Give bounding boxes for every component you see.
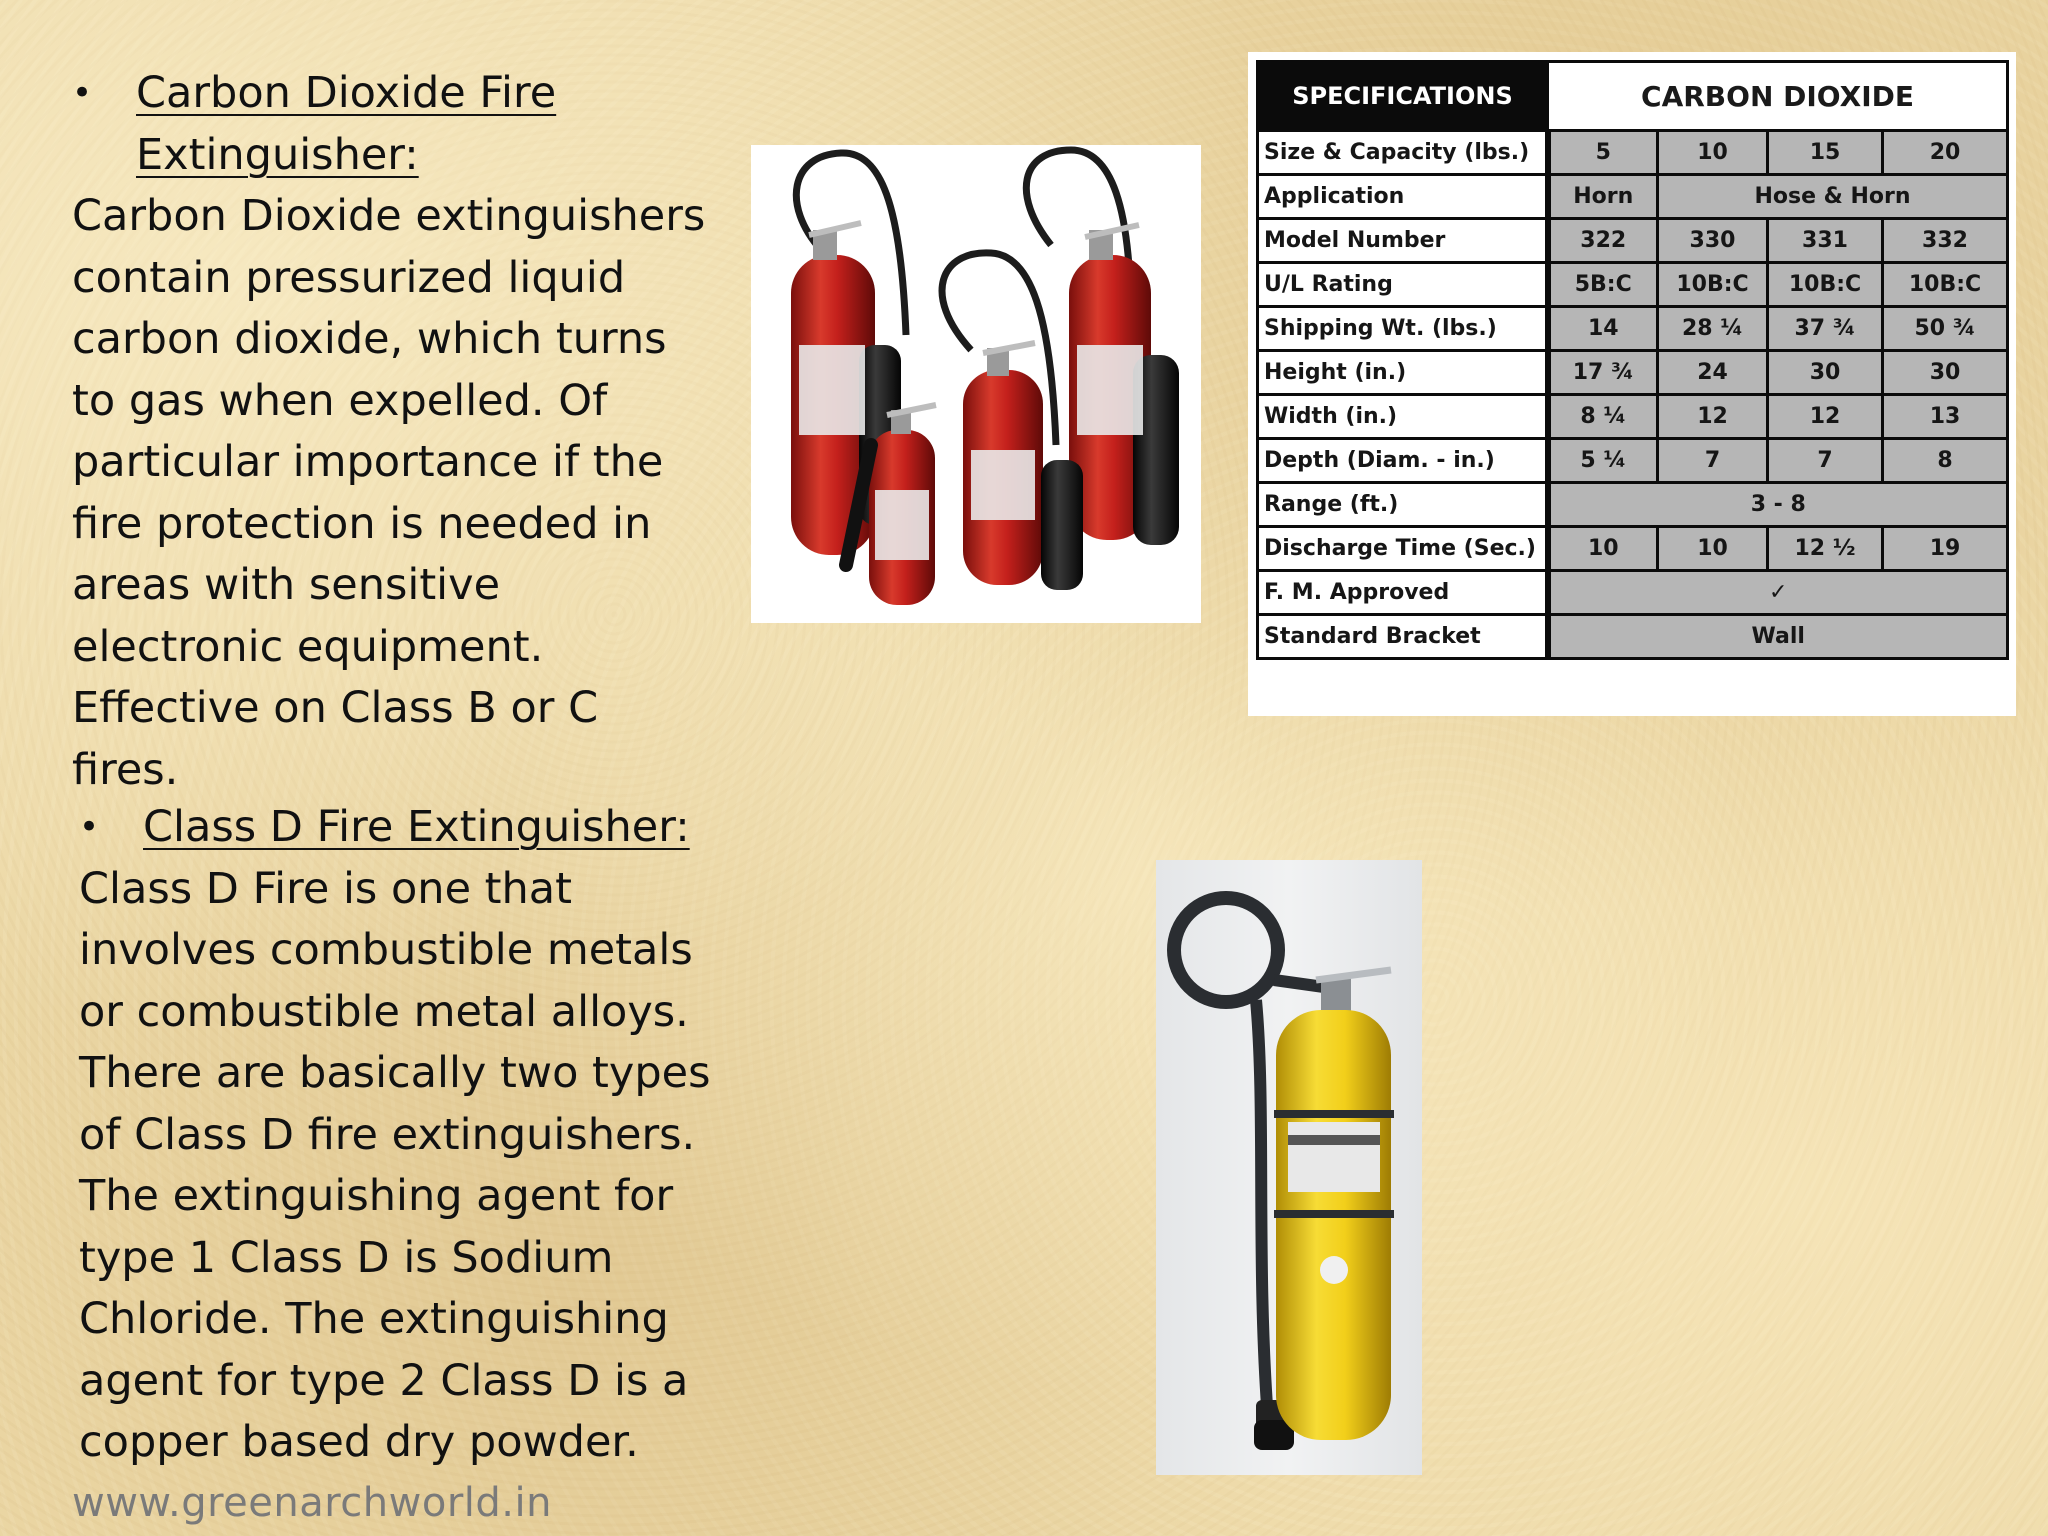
class-d-extinguisher-illustration bbox=[1156, 860, 1422, 1475]
row-label: Height (in.) bbox=[1258, 351, 1548, 395]
table-row bbox=[1258, 527, 2008, 571]
row-label: Discharge Time (Sec.) bbox=[1258, 527, 1548, 571]
footer-url[interactable]: www.greenarchworld.in bbox=[72, 1480, 552, 1526]
table-cell: 13 bbox=[1883, 395, 2008, 439]
table-cell: 28 ¼ bbox=[1658, 307, 1768, 351]
table-cell: 8 bbox=[1883, 439, 2008, 483]
co2-body-line: to gas when expelled. Of bbox=[72, 375, 608, 426]
row-label: Range (ft.) bbox=[1258, 483, 1548, 527]
class-d-body-line: The extinguishing agent for bbox=[79, 1171, 674, 1221]
table-cell: 3 - 8 bbox=[1548, 483, 2008, 527]
table-cell: 37 ¾ bbox=[1768, 307, 1883, 351]
row-label: Width (in.) bbox=[1258, 395, 1548, 439]
table-cell: Wall bbox=[1548, 615, 2008, 659]
class-d-extinguisher-photo bbox=[1156, 860, 1422, 1475]
checkmark-icon: ✓ bbox=[1548, 571, 2008, 615]
row-label: Standard Bracket bbox=[1258, 615, 1548, 659]
table-cell: 30 bbox=[1768, 351, 1883, 395]
table-cell: 5B:C bbox=[1548, 263, 1658, 307]
table-row bbox=[1258, 219, 2008, 263]
bullet: • bbox=[72, 73, 93, 113]
table-cell: 7 bbox=[1658, 439, 1768, 483]
co2-section bbox=[72, 63, 712, 801]
co2-body-line: areas with sensitive bbox=[72, 560, 501, 610]
co2-heading-row bbox=[72, 63, 712, 125]
class-d-body-line: involves combustible metals bbox=[79, 925, 693, 975]
class-d-body-line: or combustible metal alloys. bbox=[79, 986, 689, 1037]
table-cell: 50 ¾ bbox=[1883, 307, 2008, 351]
table-cell: 5 bbox=[1548, 131, 1658, 175]
table-cell: 30 bbox=[1883, 351, 2008, 395]
class-d-section bbox=[79, 797, 719, 1474]
table-cell: 10B:C bbox=[1658, 263, 1768, 307]
class-d-body-line: agent for type 2 Class D is a bbox=[79, 1355, 689, 1406]
table-cell: 332 bbox=[1883, 219, 2008, 263]
table-row bbox=[1258, 307, 2008, 351]
table-cell: 19 bbox=[1883, 527, 2008, 571]
class-d-body-line: Chloride. The extinguishing bbox=[79, 1294, 669, 1344]
table-cell: 8 ¼ bbox=[1548, 395, 1658, 439]
table-cell: Hose & Horn bbox=[1658, 175, 2008, 219]
co2-extinguishers-photo bbox=[751, 145, 1201, 623]
class-d-body-line: of Class D fire extinguishers. bbox=[79, 1109, 696, 1160]
table-cell: 5 ¼ bbox=[1548, 439, 1658, 483]
row-label: Size & Capacity (lbs.) bbox=[1258, 131, 1548, 175]
table-cell: 12 bbox=[1768, 395, 1883, 439]
co2-body-line: Effective on Class B or C fires. bbox=[72, 683, 599, 795]
class-d-body-line: copper based dry powder. bbox=[79, 1417, 639, 1467]
table-row bbox=[1258, 615, 2008, 659]
table-cell: Horn bbox=[1548, 175, 1658, 219]
co2-body-line: carbon dioxide, which turns bbox=[72, 314, 667, 364]
table-cell: 331 bbox=[1768, 219, 1883, 263]
table-row bbox=[1258, 395, 2008, 439]
class-d-body-line: type 1 Class D is Sodium bbox=[79, 1232, 614, 1283]
table-cell: 322 bbox=[1548, 219, 1658, 263]
table-cell: 10 bbox=[1658, 131, 1768, 175]
co2-extinguishers-illustration bbox=[751, 145, 1201, 623]
table-cell: 10B:C bbox=[1883, 263, 2008, 307]
co2-body-line: fire protection is needed in bbox=[72, 498, 652, 549]
co2-heading-line-1: Carbon Dioxide Fire bbox=[136, 68, 557, 118]
table-cell: 14 bbox=[1548, 307, 1658, 351]
table-row bbox=[1258, 483, 2008, 527]
co2-body-line: electronic equipment. bbox=[72, 621, 544, 672]
row-label: F. M. Approved bbox=[1258, 571, 1548, 615]
table-row bbox=[1258, 175, 2008, 219]
co2-body-line: particular importance if the bbox=[72, 437, 664, 487]
table-row bbox=[1258, 131, 2008, 175]
specifications-table bbox=[1256, 60, 2009, 660]
co2-body-line: contain pressurized liquid bbox=[72, 252, 626, 303]
carbon-dioxide-header: CARBON DIOXIDE bbox=[1548, 62, 2008, 131]
table-cell: 10 bbox=[1548, 527, 1658, 571]
class-d-body-line: There are basically two types bbox=[79, 1048, 711, 1098]
co2-heading-line-2: Extinguisher: bbox=[136, 129, 419, 180]
table-cell: 10 bbox=[1658, 527, 1768, 571]
table-cell: 12 bbox=[1658, 395, 1768, 439]
table-cell: 24 bbox=[1658, 351, 1768, 395]
table-cell: 10B:C bbox=[1768, 263, 1883, 307]
specifications-header: SPECIFICATIONS bbox=[1258, 62, 1548, 131]
row-label: U/L Rating bbox=[1258, 263, 1548, 307]
row-label: Application bbox=[1258, 175, 1548, 219]
class-d-heading: Class D Fire Extinguisher: bbox=[143, 802, 690, 852]
table-row bbox=[1258, 571, 2008, 615]
co2-heading-row-2 bbox=[72, 125, 712, 187]
table-row bbox=[1258, 439, 2008, 483]
table-cell: 15 bbox=[1768, 131, 1883, 175]
row-label: Shipping Wt. (lbs.) bbox=[1258, 307, 1548, 351]
table-cell: 330 bbox=[1658, 219, 1768, 263]
table-cell: 20 bbox=[1883, 131, 2008, 175]
row-label: Model Number bbox=[1258, 219, 1548, 263]
specifications-table-card bbox=[1248, 52, 2016, 716]
table-cell: 12 ½ bbox=[1768, 527, 1883, 571]
table-cell: 7 bbox=[1768, 439, 1883, 483]
class-d-heading-row bbox=[79, 797, 719, 859]
co2-body-line: Carbon Dioxide extinguishers bbox=[72, 191, 706, 241]
table-row bbox=[1258, 263, 2008, 307]
class-d-body-line: Class D Fire is one that bbox=[79, 863, 573, 914]
row-label: Depth (Diam. - in.) bbox=[1258, 439, 1548, 483]
table-row bbox=[1258, 351, 2008, 395]
table-header-row bbox=[1258, 62, 2008, 131]
bullet: • bbox=[79, 807, 100, 847]
table-cell: 17 ¾ bbox=[1548, 351, 1658, 395]
